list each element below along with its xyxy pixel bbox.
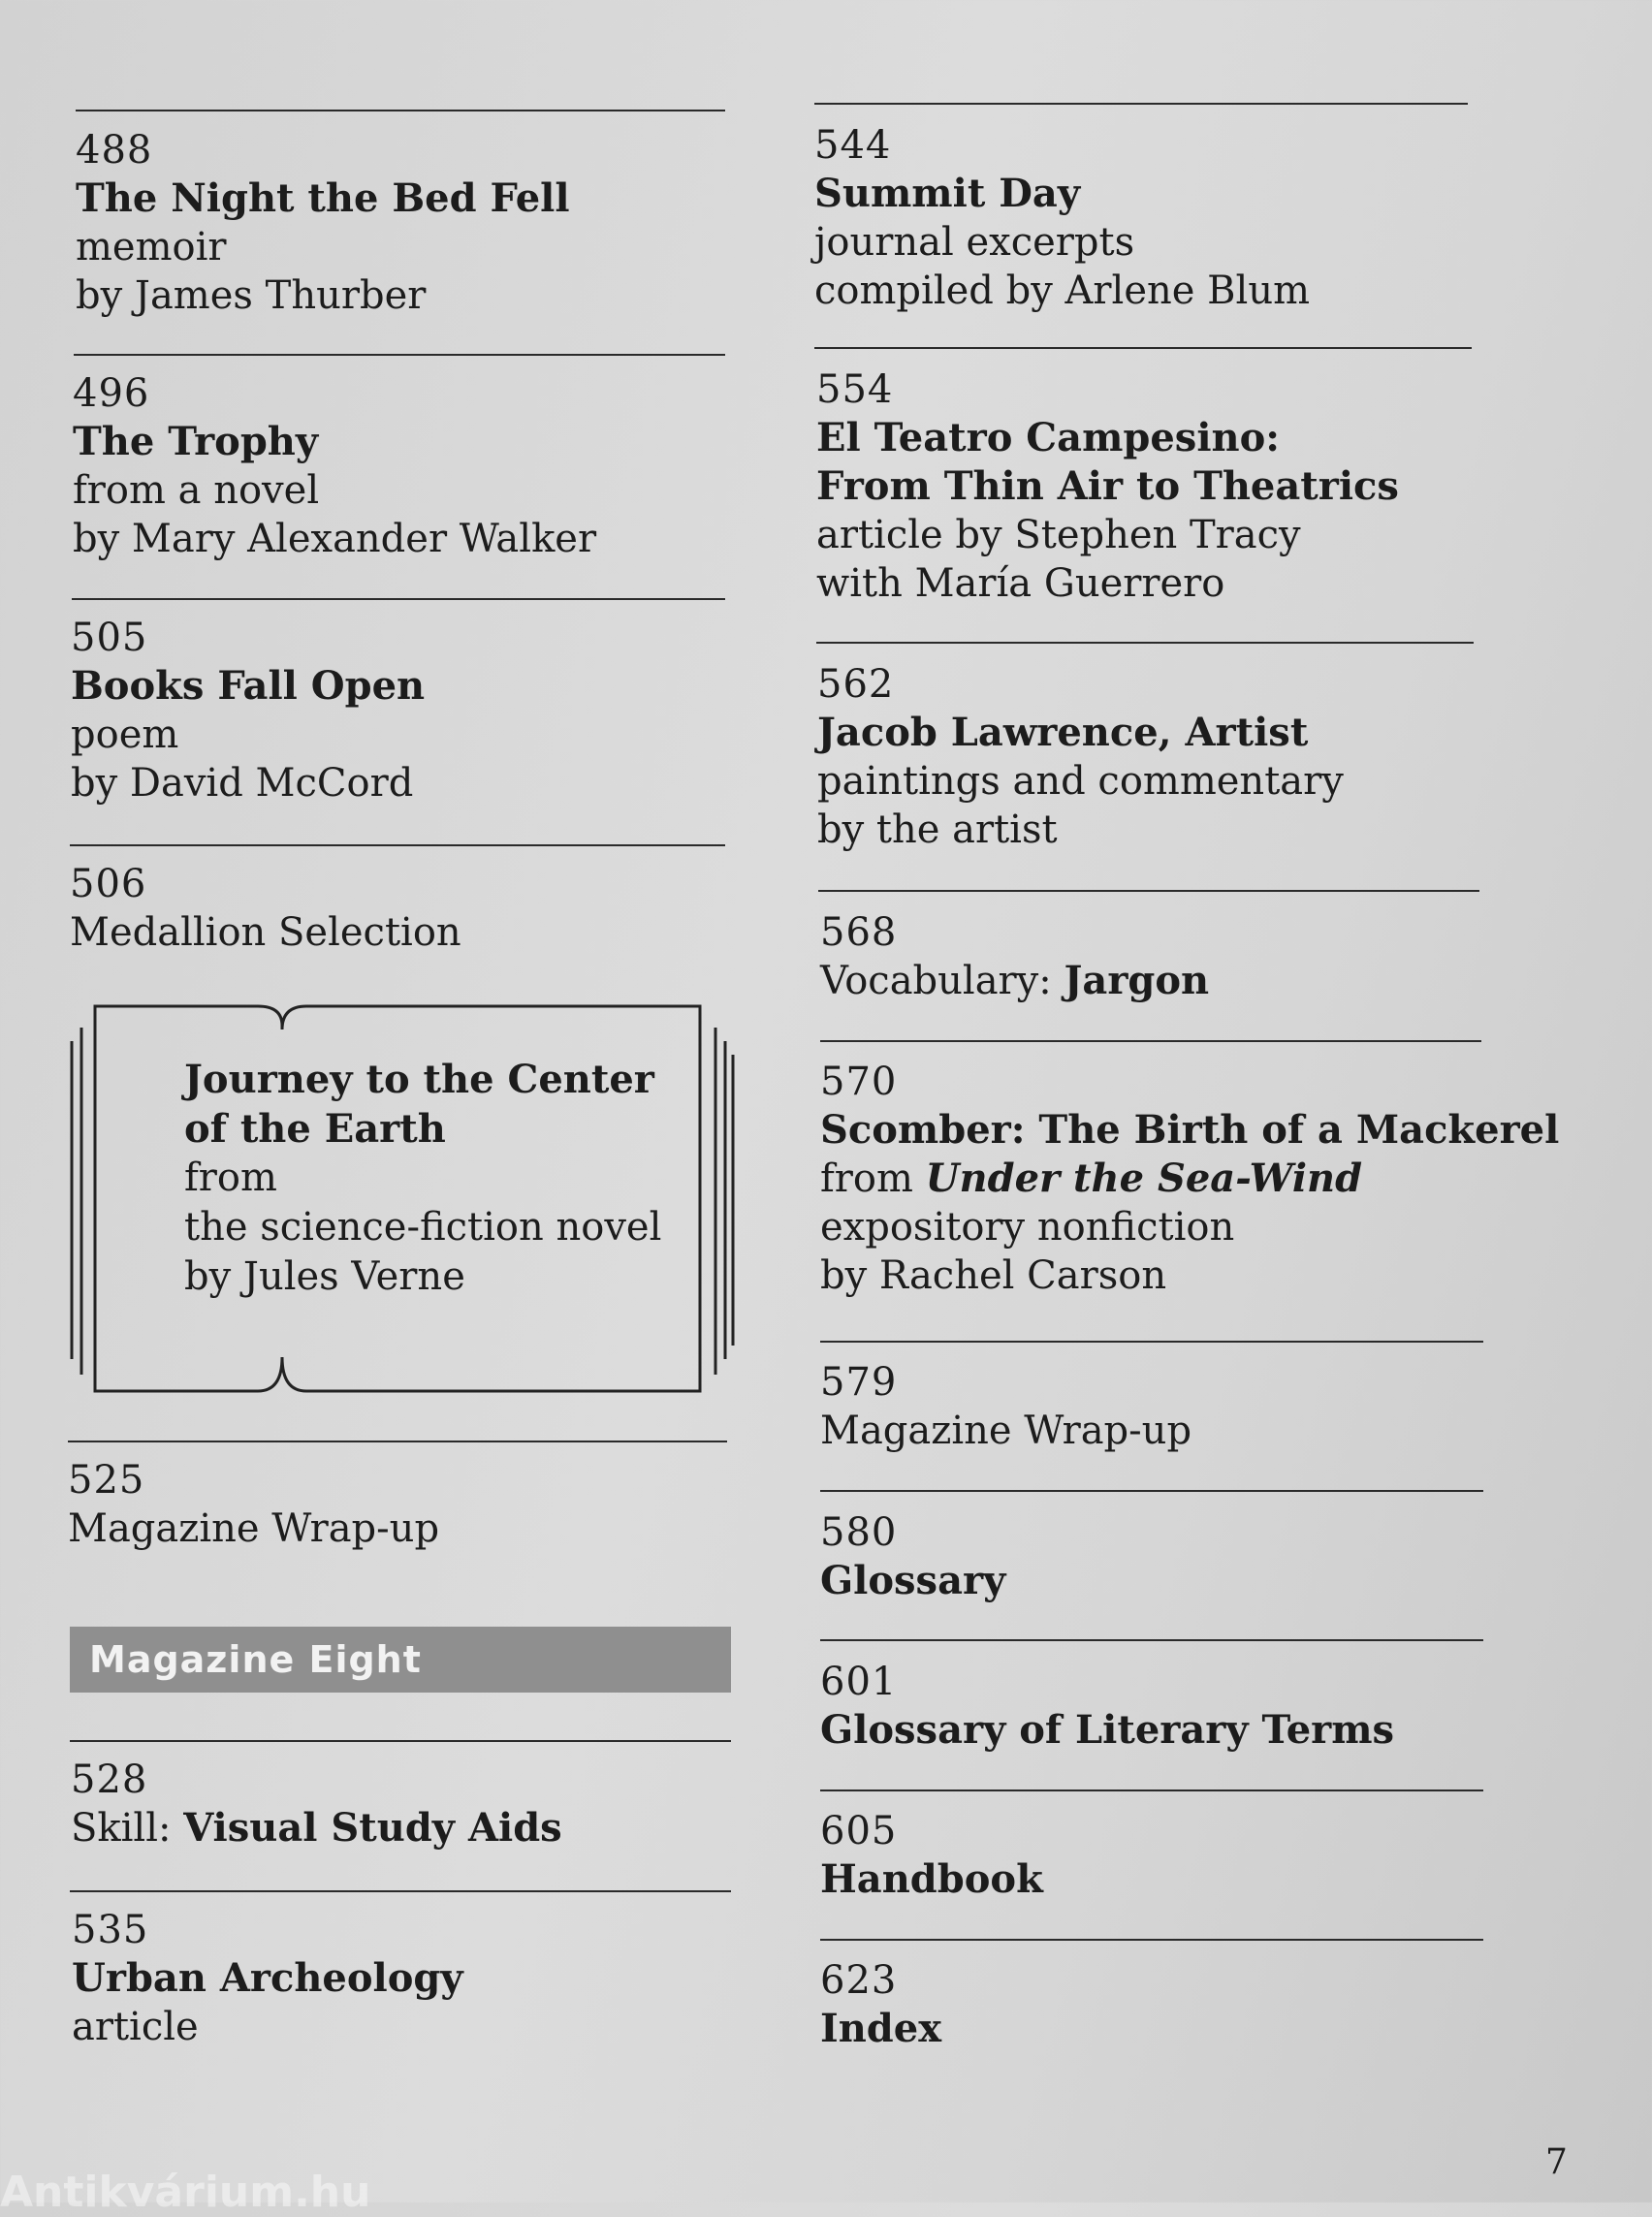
entry-title: Jargon <box>1064 958 1210 1003</box>
folio: 7 <box>1545 2142 1568 2182</box>
medallion-author: by Jules Verne <box>184 1254 465 1299</box>
entry-label: Medallion Selection <box>70 910 461 955</box>
rule <box>820 1040 1481 1042</box>
toc-entry[interactable] <box>817 660 1344 854</box>
page-number: 562 <box>817 662 895 707</box>
rule <box>818 890 1479 892</box>
toc-entry[interactable] <box>820 908 1209 1005</box>
toc-entry[interactable] <box>820 1358 1191 1455</box>
page-number: 570 <box>820 1060 898 1104</box>
toc-entry[interactable] <box>820 1058 1559 1300</box>
section-title: Magazine Eight <box>89 1638 422 1681</box>
page-number: 580 <box>820 1510 898 1555</box>
rule <box>70 844 725 846</box>
entry-author: by Rachel Carson <box>820 1253 1167 1298</box>
toc-entry[interactable] <box>72 1906 463 2051</box>
page-number: 579 <box>820 1360 898 1405</box>
entry-type: poem <box>71 713 179 757</box>
toc-entry[interactable] <box>814 121 1310 315</box>
entry-title: Index <box>820 2006 942 2051</box>
entry-type: from a novel <box>73 468 320 513</box>
rule <box>816 642 1474 644</box>
page-number: 488 <box>76 128 153 173</box>
rule <box>70 1740 731 1742</box>
entry-title: Books Fall Open <box>71 663 426 709</box>
entry-type: paintings and commentary <box>817 759 1344 804</box>
rule <box>820 1341 1483 1343</box>
rule <box>70 1890 731 1892</box>
rule <box>76 110 725 111</box>
toc-entry[interactable] <box>820 1508 1005 1605</box>
entry-source-title: Under the Sea-Wind <box>925 1156 1363 1201</box>
toc-entry[interactable] <box>70 860 461 957</box>
page-number: 528 <box>71 1758 148 1802</box>
toc-entry[interactable] <box>76 126 570 320</box>
rule <box>820 1490 1483 1492</box>
toc-entry[interactable] <box>820 1956 941 2053</box>
entry-type: memoir <box>76 225 227 269</box>
medallion-from: from <box>184 1156 277 1200</box>
entry-author: compiled by Arlene Blum <box>814 269 1311 313</box>
page-number: 525 <box>68 1458 145 1503</box>
entry-label: Magazine Wrap-up <box>68 1506 440 1551</box>
rule <box>820 1639 1483 1641</box>
entry-author: with María Guerrero <box>816 561 1225 606</box>
medallion-type: the science-fiction novel <box>184 1205 662 1250</box>
page-number: 496 <box>73 371 150 416</box>
entry-title: Jacob Lawrence, Artist <box>817 710 1309 755</box>
entry-title: The Trophy <box>73 419 319 464</box>
entry-prefix: Skill: <box>71 1806 184 1851</box>
page-number: 568 <box>820 910 898 955</box>
page-number: 506 <box>70 862 147 906</box>
page-number: 535 <box>72 1908 149 1952</box>
entry-prefix: Vocabulary: <box>820 959 1064 1003</box>
toc-entry[interactable] <box>71 614 425 808</box>
page-number: 623 <box>820 1958 898 2003</box>
toc-entry[interactable] <box>73 369 596 563</box>
page-number: 601 <box>820 1660 898 1704</box>
entry-author: by David McCord <box>71 761 414 806</box>
page-number: 544 <box>814 123 892 168</box>
entry-label: Magazine Wrap-up <box>820 1409 1192 1453</box>
medallion-title: of the Earth <box>184 1106 446 1152</box>
toc-entry[interactable] <box>68 1456 439 1553</box>
toc-entry[interactable] <box>71 1756 562 1853</box>
entry-title: Scomber: The Birth of a Mackerel <box>820 1107 1560 1153</box>
entry-title: Glossary <box>820 1558 1006 1603</box>
toc-entry[interactable] <box>820 1658 1394 1755</box>
section-band <box>70 1627 731 1693</box>
toc-entry[interactable] <box>816 365 1399 608</box>
entry-author: by the artist <box>817 808 1058 852</box>
page-number: 605 <box>820 1809 898 1853</box>
entry-type: article <box>72 2005 199 2049</box>
entry-type: journal excerpts <box>814 220 1135 265</box>
toc-entry[interactable] <box>820 1807 1043 1904</box>
entry-title: Visual Study Aids <box>183 1805 562 1851</box>
watermark: Antikvárium.hu <box>0 2168 371 2217</box>
rule <box>68 1441 727 1442</box>
entry-author: by James Thurber <box>76 273 427 318</box>
entry-title: Summit Day <box>814 171 1081 216</box>
entry-from: from <box>820 1156 926 1201</box>
entry-title: The Night the Bed Fell <box>76 175 570 221</box>
rule <box>814 103 1468 105</box>
entry-title: Glossary of Literary Terms <box>820 1707 1395 1753</box>
entry-type: article by Stephen Tracy <box>816 513 1301 557</box>
rule <box>814 347 1472 349</box>
entry-author: by Mary Alexander Walker <box>73 517 597 561</box>
entry-title: Handbook <box>820 1856 1043 1902</box>
entry-title: Urban Archeology <box>72 1955 463 2001</box>
medallion-selection[interactable] <box>184 1055 661 1302</box>
rule <box>74 354 725 356</box>
entry-title: El Teatro Campesino: <box>816 415 1281 460</box>
entry-type: expository nonfiction <box>820 1205 1235 1250</box>
medallion-title: Journey to the Center <box>184 1057 654 1102</box>
rule <box>820 1939 1483 1941</box>
page-number: 505 <box>71 616 148 660</box>
entry-title: From Thin Air to Theatrics <box>816 463 1399 509</box>
rule <box>72 598 725 600</box>
page-number: 554 <box>816 367 894 412</box>
rule <box>820 1789 1483 1791</box>
